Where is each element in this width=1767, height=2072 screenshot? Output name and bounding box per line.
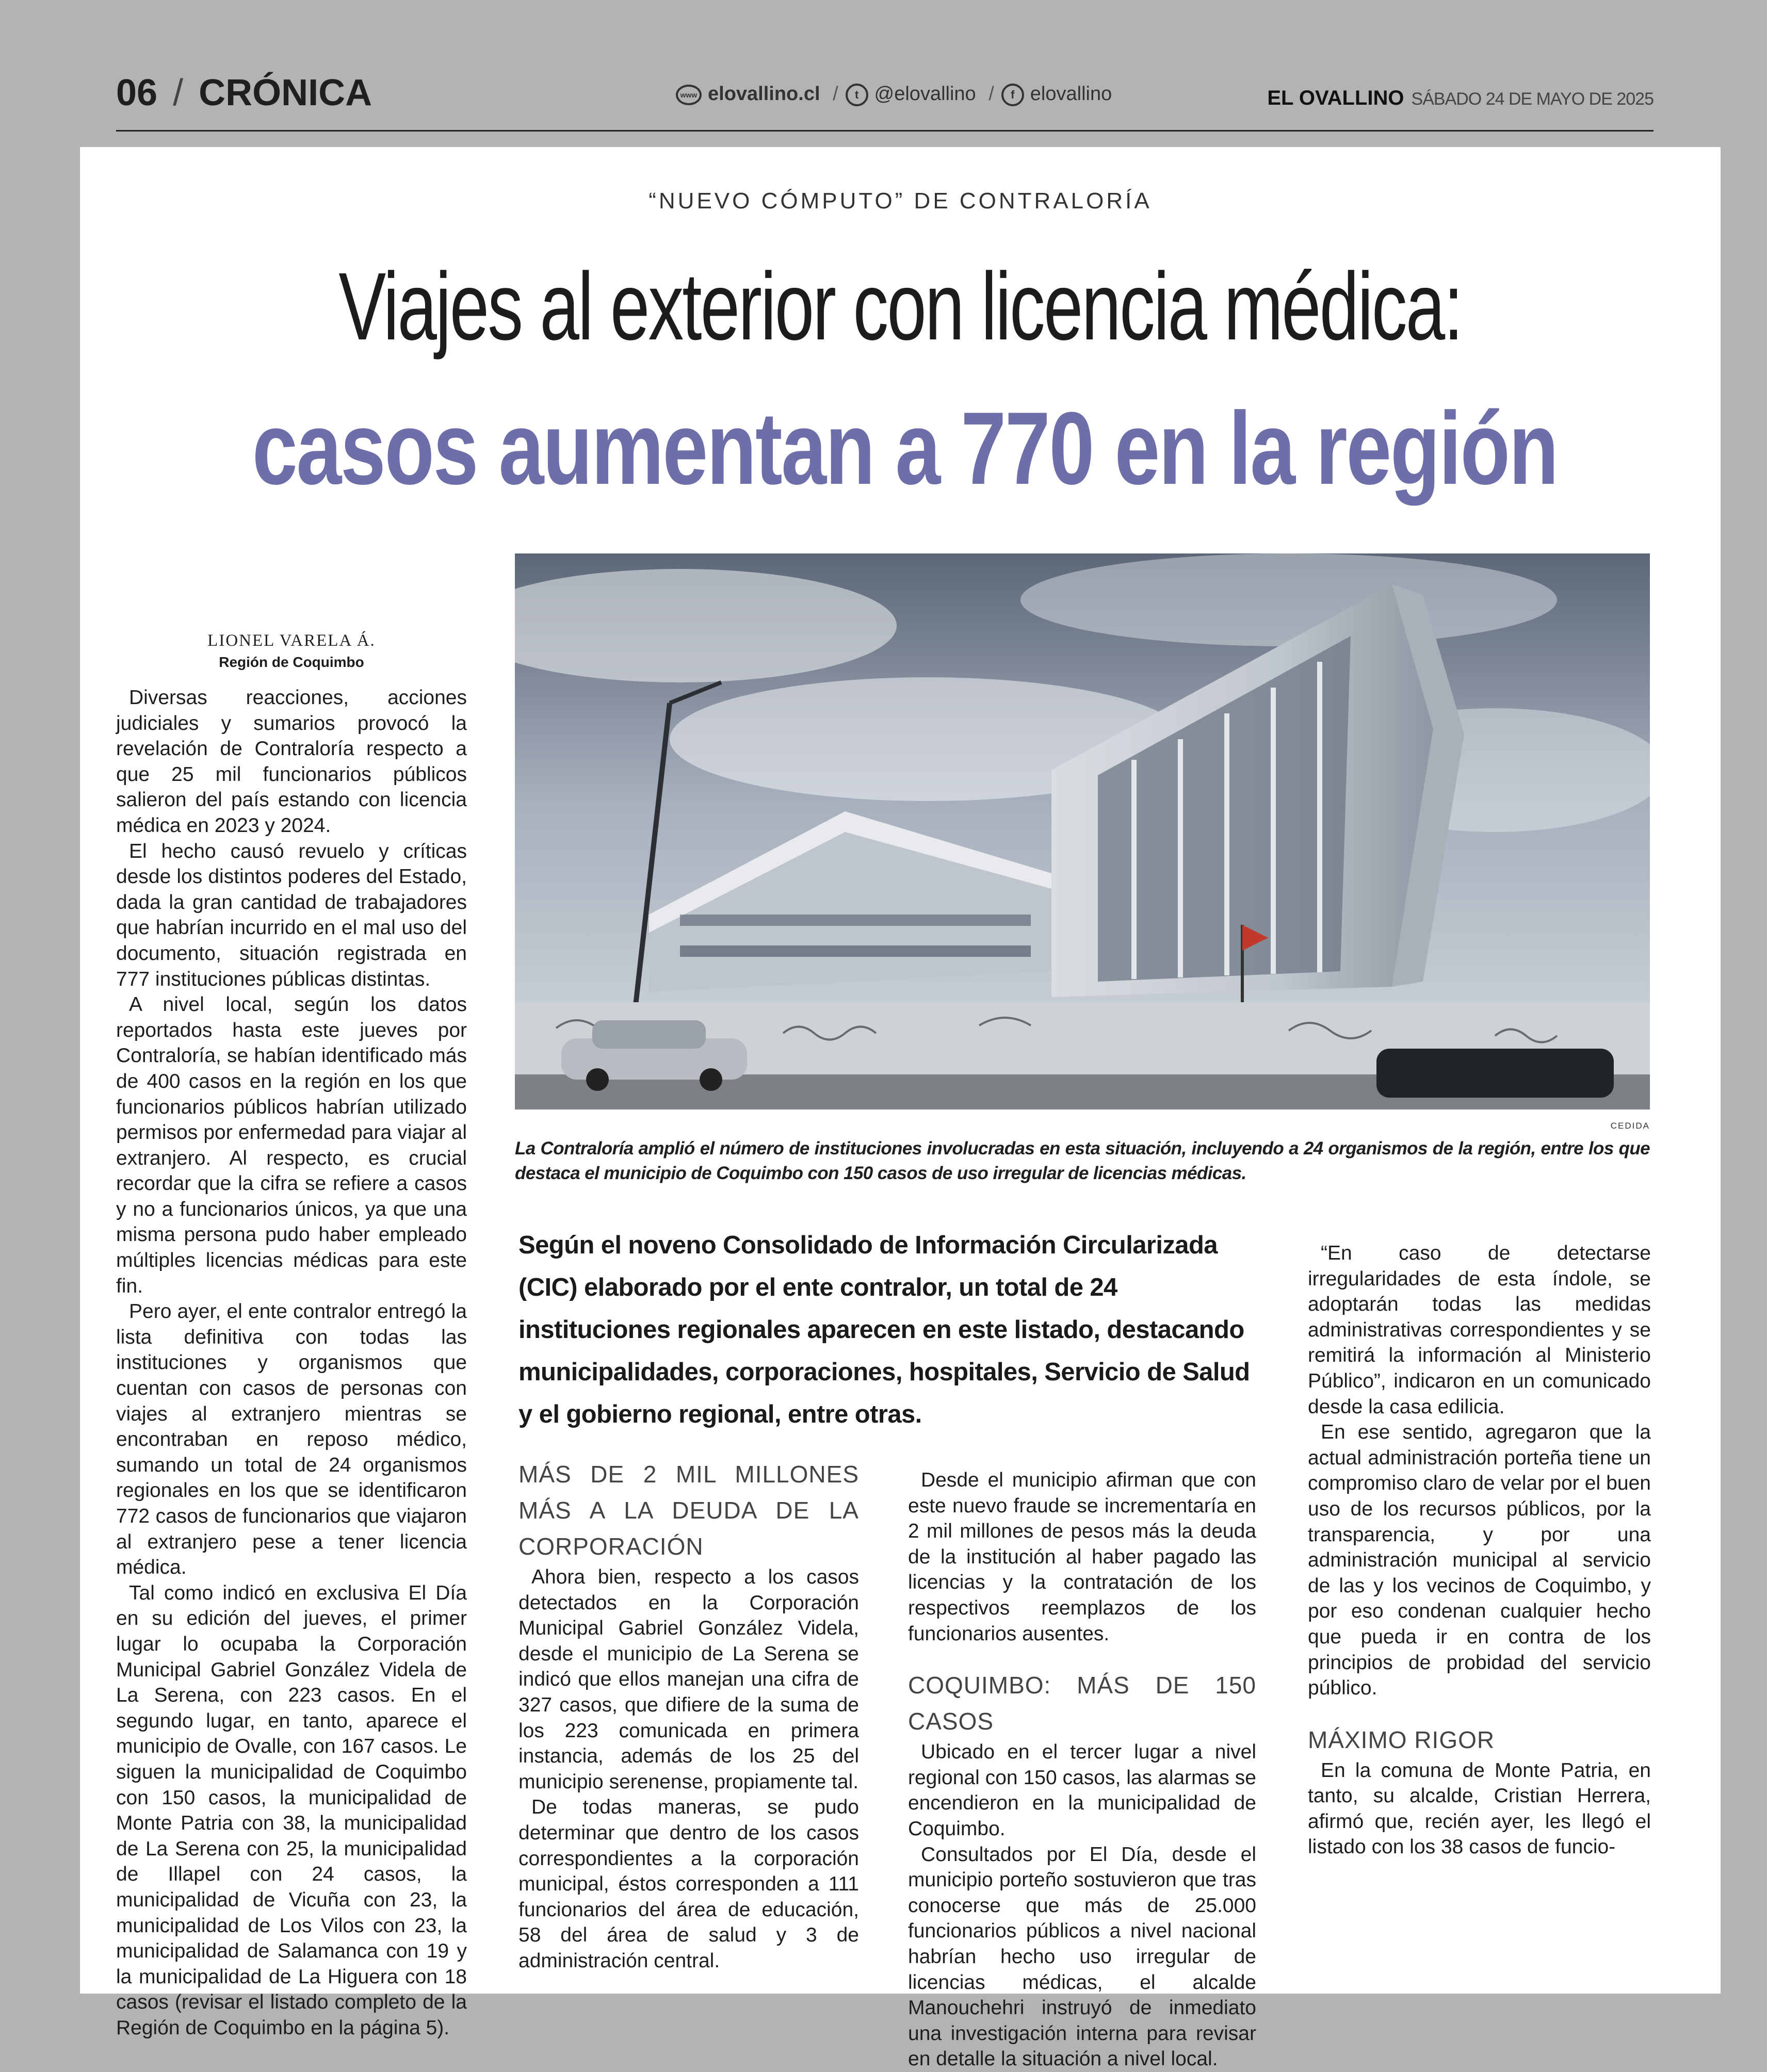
paragraph: Ahora bien, respecto a los casos detectados en la Corporación Municipal Gabriel González Videla, desde el municipio de La Serena se indicó que ellos manejan una cifra de 327 casos, que difiere de la suma de los 223 comunicada en primera instancia, además de los 25 del municipio serenense, propiamente tal.: [518, 1566, 859, 1793]
paragraph: Pero ayer, el ente contralor entregó la lista definitiva con todas las instituciones y organismos que cuentan con casos de personas con viajes al extranjero mientras se encontraban en reposo médico, sumando un total de 24 organismos regionales en los que se identificaron 772 casos de funcionarios que viajaron al extranjero pese a tener licencia médica.: [116, 1300, 467, 1579]
page-header: [116, 70, 1653, 132]
column-2: [518, 1456, 859, 1974]
paragraph: A nivel local, según los datos reportados hasta este jueves por Contraloría, se habían identificado más de 400 casos en la región en los que funcionarios públicos habrían utilizado permisos por enfermedad para viajar al extranjero. Al respecto, es crucial recordar que la cifra se refiere a casos y no a funcionarios únicos, ya que una misma persona pudo haber empleado múltiples licencias médicas para este fin.: [116, 993, 467, 1297]
photo-caption: La Contraloría amplió el número de instituciones involucradas en esta situación, incluyendo a 24 organismos de la región, entre los que destaca el municipio de Coquimbo con 150 casos de uso irregular de licencias médicas.: [515, 1138, 1650, 1183]
slash-divider: /: [833, 83, 838, 105]
twitter-link[interactable]: @elovallino: [874, 83, 976, 105]
newspaper-name: EL OVALLINO: [1267, 87, 1404, 109]
masthead: [1267, 85, 1653, 116]
paragraph: Desde el municipio afirman que con este nuevo fraude se incrementaría en 2 mil millones de pesos más la deuda de la institución al haber pagado las licencias y la contratación de los respectivos reemplazos de los funcionarios ausentes.: [908, 1469, 1256, 1645]
byline: LIONEL VARELA Á.: [207, 631, 376, 650]
paragraph: “En caso de detectarse irregularidades de esta índole, se adoptarán todas las medidas administrativas correspondientes y se remitirá la información al Ministerio Público”, indicaron en un comunicado desde la casa edilicia.: [1308, 1242, 1651, 1418]
paragraph: Tal como indicó en exclusiva El Día en su edición del jueves, el primer lugar lo ocupaba la Corporación Municipal Gabriel González Videla de La Serena, con 223 casos. En el segundo lugar, en tanto, aparece el municipio de Ovalle, con 167 casos. Le siguen la municipalidad de Coquimbo con 150 casos, la municipalidad de Monte Patria con 38, la municipalidad de La Serena con 25, la municipalidad de Illapel con 24 casos, la municipalidad de Vicuña con 23, la municipalidad de Los Vilos con 23, la municipalidad de Salamanca con 19 y la municipalidad de La Higuera con 18 casos (revisar el listado completo de la Región de Coquimbo en la página 5).: [116, 1581, 467, 2039]
spacer: [908, 1646, 1256, 1667]
column-3: [908, 1467, 1256, 2072]
article-photo: [515, 553, 1650, 1110]
paragraph: El hecho causó revuelo y críticas desde los distintos poderes del Estado, dada la gran cantidad de trabajadores que habrían incurrido en el mal uso del documento, situación registrada en 777 instituciones públicas distintas.: [116, 840, 467, 990]
paragraph: En la comuna de Monte Patria, en tanto, su alcalde, Cristian Herrera, afirmó que, recién ayer, les llegó el listado con los 38 casos de funcio-: [1308, 1759, 1651, 1858]
subhead: MÁXIMO RIGOR: [1308, 1726, 1495, 1753]
article-page: [80, 147, 1721, 2070]
byline-region: Región de Coquimbo: [219, 654, 364, 670]
photo-credit: CEDIDA: [1610, 1121, 1650, 1131]
facebook-icon: f: [1001, 84, 1024, 106]
headline-line-2: casos aumentan a 770 en la región: [252, 391, 1558, 506]
spacer: [1308, 1701, 1651, 1722]
section-label: [116, 70, 372, 116]
header-rule: [116, 130, 1653, 132]
issue-date: SÁBADO 24 DE MAYO DE 2025: [1411, 89, 1653, 109]
paragraph: De todas maneras, se pudo determinar que dentro de los casos correspondientes a la corporación municipal, éstos corresponden a 111 funcionarios del área de educación, 58 del área de salud y 3 de administración central.: [518, 1796, 859, 1972]
lede: Según el noveno Consolidado de Información Circularizada (CIC) elaborado por el ente contralor, un total de 24 instituciones regionales aparecen en este listado, destacando municipalidades, corporaciones, hospitales, Servicio de Salud y el gobierno regional, entre otras.: [518, 1231, 1250, 1428]
site-link[interactable]: elovallino.cl: [708, 83, 820, 105]
column-4: [1308, 1241, 1651, 1860]
subhead: COQUIMBO: MÁS DE 150 CASOS: [908, 1672, 1256, 1735]
contraloria-building-illustration: [515, 553, 1650, 1110]
twitter-icon: t: [846, 84, 868, 106]
headline-line-1: Viajes al exterior con licencia médica:: [338, 253, 1462, 360]
paragraph: Consultados por El Día, desde el municipio porteño sostuvieron que tras conocerse que más de 25.000 funcionarios públicos a nivel nacional habrían hecho uso irregular de licencias médicas, el alcalde Manouchehri instruyó de inmediato una investigación interna para revisar en detalle la situación a nivel local.: [908, 1843, 1256, 2070]
column-1: [116, 629, 467, 2041]
paragraph: Ubicado en el tercer lugar a nivel regional con 150 casos, las alarmas se encendieron en la municipalidad de Coquimbo.: [908, 1741, 1256, 1840]
www-icon: www: [676, 85, 702, 105]
kicker: “NUEVO CÓMPUTO” DE CONTRALORÍA: [649, 188, 1152, 214]
slash-divider: /: [173, 72, 184, 113]
paragraph: Diversas reacciones, acciones judiciales y sumarios provocó la revelación de Contraloría respecto a que 25 mil funcionarios públicos salieron del país estando con licencia médica en 2023 y 2024.: [116, 687, 467, 837]
page-number: 06: [116, 72, 158, 113]
section-name: CRÓNICA: [199, 72, 372, 113]
social-links: [676, 81, 1112, 107]
slash-divider: /: [988, 83, 994, 105]
facebook-link[interactable]: elovallino: [1030, 83, 1112, 105]
paragraph: En ese sentido, agregaron que la actual administración porteña tiene un compromiso claro de velar por el buen uso de los recursos públicos, por la transparencia, y por una administración municipal al servicio de las y los vecinos de Coquimbo, y por eso condenan cualquier hecho que pueda ir en contra de los principios de probidad del servicio público.: [1308, 1421, 1651, 1700]
subhead: MÁS DE 2 MIL MILLONES MÁS A LA DEUDA DE LA CORPORACIÓN: [518, 1461, 859, 1560]
